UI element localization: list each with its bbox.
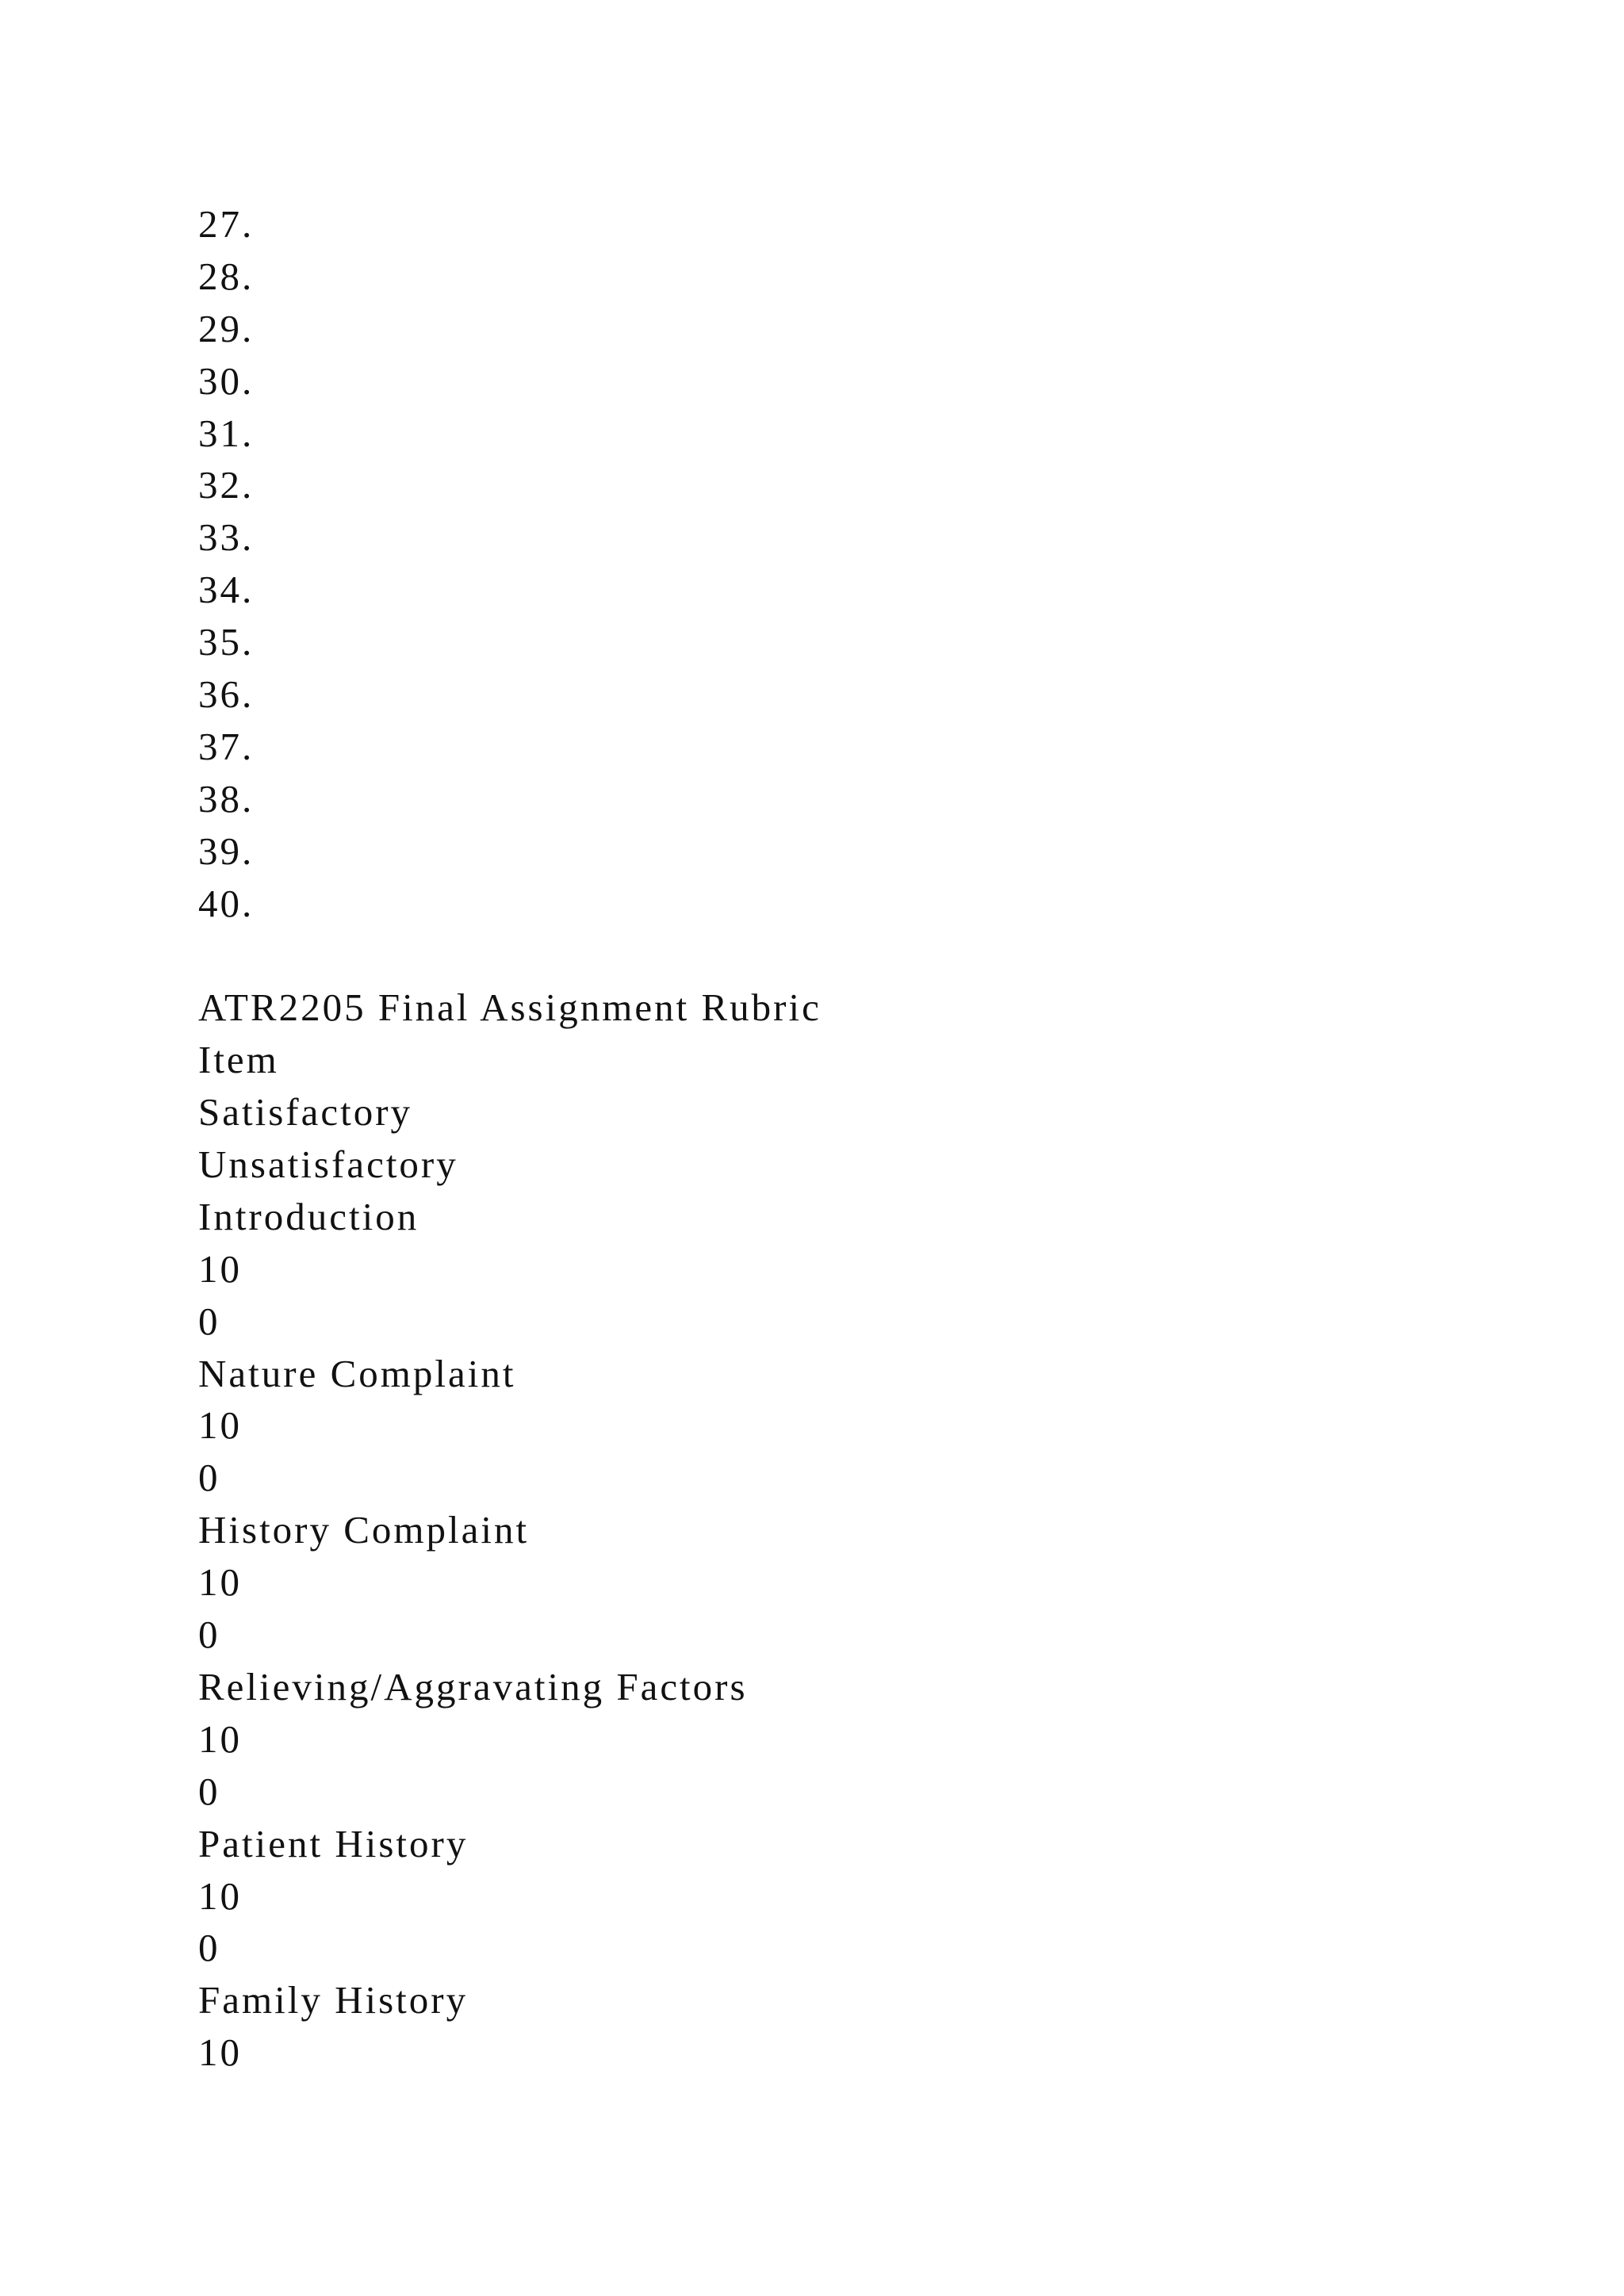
rubric-header-satisfactory: Satisfactory (198, 1090, 413, 1135)
numbered-line: 32. (198, 463, 255, 507)
rubric-row-unsatisfactory: 0 (198, 1456, 220, 1500)
numbered-line: 33. (198, 515, 255, 560)
rubric-row-satisfactory: 10 (198, 1403, 242, 1448)
numbered-line: 27. (198, 202, 255, 246)
rubric-row-unsatisfactory: 0 (198, 1926, 220, 1970)
rubric-row-item: History Complaint (198, 1508, 530, 1552)
document-text (198, 198, 822, 2079)
numbered-line: 39. (198, 828, 255, 873)
numbered-line: 40. (198, 881, 255, 925)
rubric-row-satisfactory: 10 (198, 1873, 242, 1918)
rubric-row-satisfactory: 10 (198, 1716, 242, 1761)
rubric-title: ATR2205 Final Assignment Rubric (198, 985, 822, 1030)
rubric-row-unsatisfactory: 0 (198, 1299, 220, 1343)
numbered-line: 28. (198, 254, 255, 298)
numbered-line: 36. (198, 672, 255, 717)
rubric-row-item: Relieving/Aggravating Factors (198, 1664, 748, 1709)
rubric-row-item: Nature Complaint (198, 1351, 516, 1395)
numbered-line: 38. (198, 776, 255, 821)
blank-line (198, 929, 822, 982)
numbered-line: 35. (198, 620, 255, 664)
numbered-line: 30. (198, 358, 255, 403)
numbered-line: 31. (198, 411, 255, 455)
rubric-row-satisfactory: 10 (198, 1246, 242, 1291)
rubric-header-unsatisfactory: Unsatisfactory (198, 1142, 458, 1187)
rubric-row-unsatisfactory: 0 (198, 1769, 220, 1813)
rubric-header-item: Item (198, 1038, 279, 1082)
rubric-row-item: Introduction (198, 1194, 419, 1238)
numbered-line: 37. (198, 724, 255, 768)
rubric-row-satisfactory: 10 (198, 1560, 242, 1605)
numbered-line: 29. (198, 306, 255, 350)
rubric-row-item: Patient History (198, 1821, 469, 1866)
numbered-line: 34. (198, 568, 255, 612)
rubric-row-satisfactory: 10 (198, 2030, 242, 2075)
rubric-row-item: Family History (198, 1978, 469, 2022)
rubric-row-unsatisfactory: 0 (198, 1613, 220, 1657)
